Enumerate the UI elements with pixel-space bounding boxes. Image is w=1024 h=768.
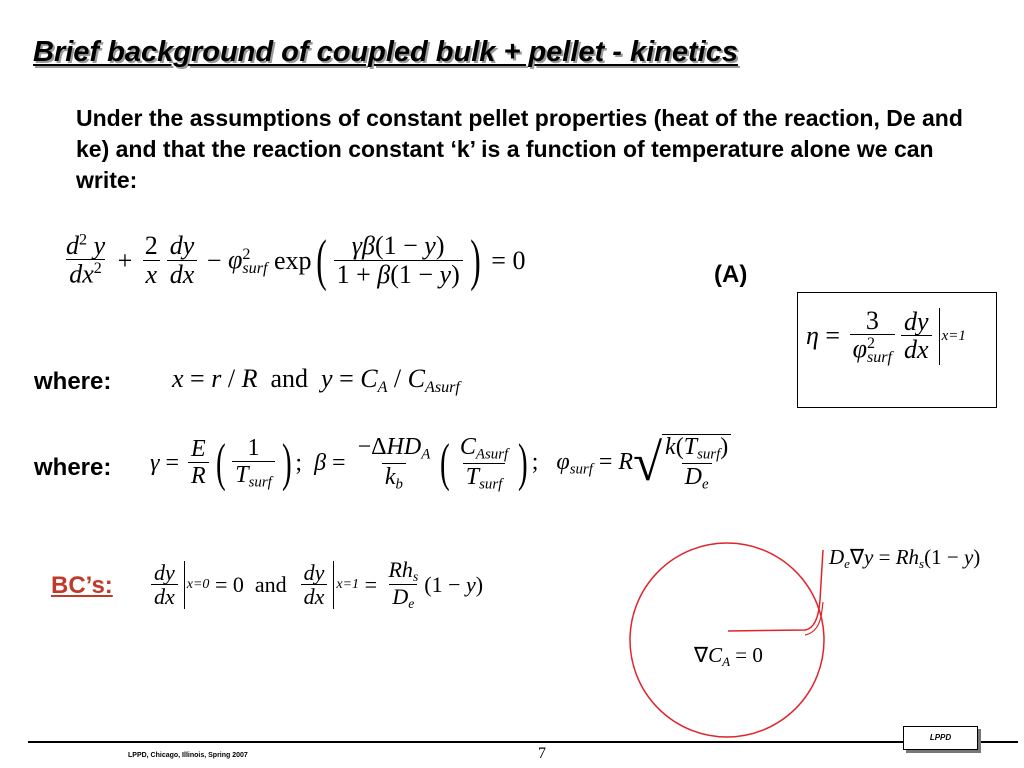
boundary-conditions: $\frac{dy}{dx}$ x=0 = 0 and $\frac{dy}{dx}$ x=1 = $\frac{Rh_s}{D_e}$ (1 − y): [148, 558, 483, 611]
and-word-2: and: [254, 571, 287, 597]
slide-title: Brief background of coupled bulk + pellet - kinetics: [33, 36, 738, 68]
center-gradient-equation: $\nabla C_A = 0$: [694, 643, 763, 669]
main-equation: $\frac{d^2 y}{dx^2}$ + $\frac{2}{x}$ $\frac{dy}{dx}$ − φ 2 surf exp ( $\frac{\gamma\beta(1 - y)}{1 + \beta(1 - y)}$ ) = 0: [66, 229, 526, 293]
footer-divider: [28, 741, 1018, 743]
variable-definitions: x = r / R and $y = C_A / C_{Asurf}$: [172, 364, 460, 396]
and-word-1: and: [270, 364, 309, 393]
concentration-profile-curve: [728, 550, 823, 631]
where-label-2: where:: [34, 454, 112, 481]
intro-paragraph: Under the assumptions of constant pellet properties (heat of the reaction, De and ke) and that the reaction constant ‘k’ is a function of temperature alone we can write:: [76, 105, 963, 193]
effectiveness-factor-box: η = 3 φ 2 surf $\frac{dy}{dx}$ x=1: [797, 292, 997, 408]
surface-flux-equation: $D_e\nabla y = Rh_s(1 - y)$: [829, 545, 981, 571]
bcs-label: BC’s:: [51, 572, 113, 599]
equation-label: (A): [714, 261, 748, 288]
pellet-circle: [630, 543, 824, 737]
where-label-1: where:: [34, 368, 112, 395]
circle-inner-eq-text: [0, 0, 1, 1]
pellet-circle-diagram: [620, 540, 840, 740]
lppd-logo: LPPD: [903, 726, 978, 750]
footer-text: LPPD, Chicago, Illinois, Spring 2007: [128, 752, 248, 759]
parameter-definitions: γ = $\frac{E}{R}$ ( $\frac{1}{T_{surf}}$ ) ; β = $\frac{-\Delta HD_A}{k_b}$ ( $\frac{C_{Asurf}}{T_{surf}}$ ) ; $\varphi_{surf} = R$ √ $\frac{k(T_{surf})}{D_e}$: [150, 434, 734, 493]
page-number: 7: [538, 745, 546, 762]
